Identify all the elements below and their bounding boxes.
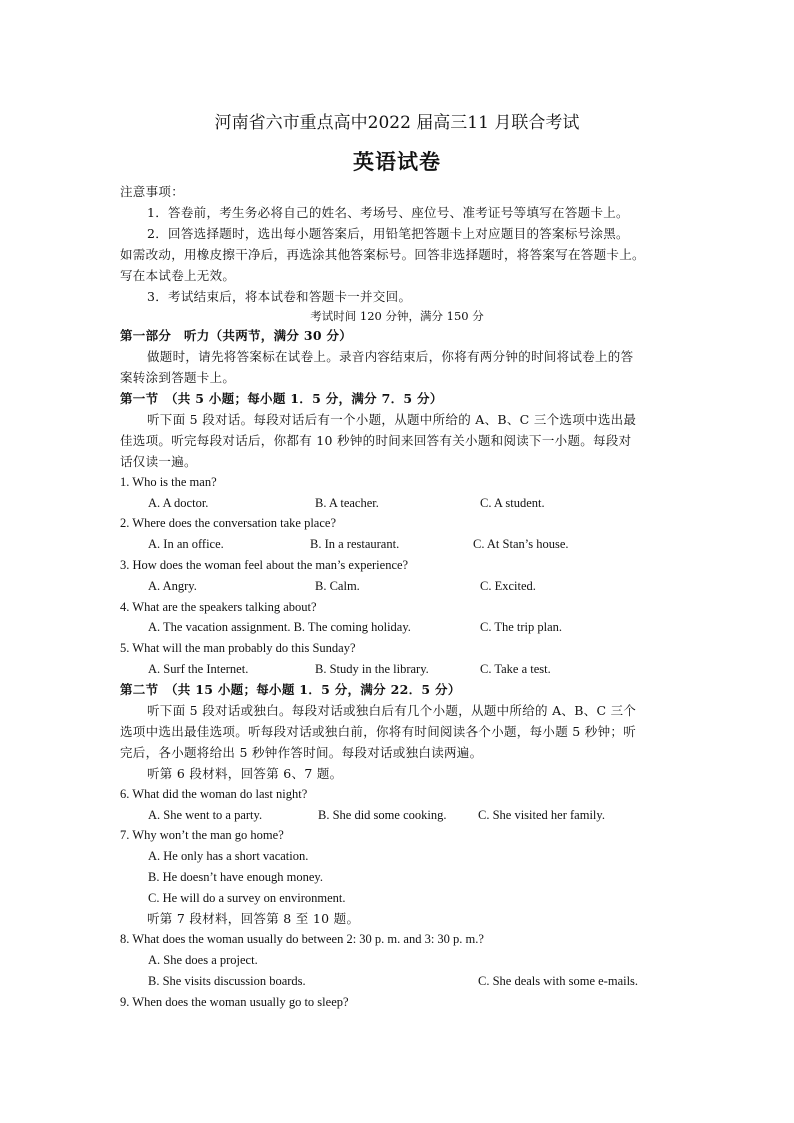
section1-intro-line-1: 听下面 5 段对话。每段对话后有一个小题，从题中所给的 A、B、C 三个选项中选出最 [147,412,637,427]
question-4-option-a-b[interactable]: A. The vacation assignment. B. The coming holiday. [148,620,411,634]
exam-time: 考试时间 120 分钟，满分 150 分 [310,309,484,323]
question-2-stem: 2. Where does the conversation take place? [120,516,336,530]
question-6-option-a[interactable]: A. She went to a party. [148,808,263,822]
question-3-stem: 3. How does the woman feel about the man’s experience? [120,558,409,572]
notice-item-2-line-2: 如需改动，用橡皮擦干净后，再选涂其他答案标号。回答非选择题时，将答案写在答题卡上。 [120,247,645,262]
part1-intro-line-1: 做题时，请先将答案标在试卷上。录音内容结束后，你将有两分钟的时间将试卷上的答 [147,349,634,364]
section2-heading: 第二节 （共 15 小题；每小题 1．5 分，满分 22．5 分） [120,682,461,697]
question-5-stem: 5. What will the man probably do this Sunday? [120,641,356,655]
question-8-option-a[interactable]: A. She does a project. [148,953,258,967]
section2-intro-line-2: 选项中选出最佳选项。听每段对话或独白前，你将有时间阅读各个小题，每小题 5 秒钟；听 [120,724,637,739]
question-8-option-b[interactable]: B. She visits discussion boards. [148,974,306,988]
question-7-stem: 7. Why won’t the man go home? [120,828,284,842]
exam-subtitle: 英语试卷 [353,149,441,174]
question-6-stem: 6. What did the woman do last night? [120,787,308,801]
question-7-option-c[interactable]: C. He will do a survey on environment. [148,891,346,905]
question-2-option-a[interactable]: A. In an office. [148,537,224,551]
question-5-option-c[interactable]: C. Take a test. [480,662,551,676]
section2-intro-line-3: 完后，各小题将给出 5 秒钟作答时间。每段对话或独白读两遍。 [120,745,483,760]
notice-item-3: 3．考试结束后，将本试卷和答题卡一并交回。 [147,289,412,304]
exam-title: 河南省六市重点高中2022 届高三11 月联合考试 [214,113,580,133]
question-9-stem: 9. When does the woman usually go to sleep? [120,995,349,1009]
question-7-option-a[interactable]: A. He only has a short vacation. [148,849,309,863]
part1-heading: 第一部分 听力（共两节，满分 30 分） [120,328,353,343]
question-1-option-c[interactable]: C. A student. [480,496,545,510]
notice-item-2-line-1: 2．回答选择题时，选出每小题答案后，用铅笔把答题卡上对应题目的答案标号涂黑。 [147,226,629,241]
question-4-option-c[interactable]: C. The trip plan. [480,620,563,634]
question-5-option-b[interactable]: B. Study in the library. [315,662,429,676]
question-8-option-c[interactable]: C. She deals with some e-mails. [478,974,639,988]
material-6-instruction: 听第 6 段材料，回答第 6、7 题。 [147,766,343,781]
notice-item-1: 1．答卷前，考生务必将自己的姓名、考场号、座位号、准考证号等填写在答题卡上。 [147,205,629,220]
question-1-option-a[interactable]: A. A doctor. [148,496,209,510]
question-2-option-c[interactable]: C. At Stan’s house. [473,537,569,551]
section1-intro-line-2: 佳选项。听完每段对话后，你都有 10 秒钟的时间来回答有关小题和阅读下一小题。每段对 [120,433,632,448]
question-3-option-a[interactable]: A. Angry. [148,579,197,593]
notice-item-2-line-3: 写在本试卷上无效。 [120,268,236,283]
question-3-option-c[interactable]: C. Excited. [480,579,536,593]
question-6-option-b[interactable]: B. She did some cooking. [318,808,447,822]
material-7-instruction: 听第 7 段材料，回答第 8 至 10 题。 [147,911,360,926]
question-5-option-a[interactable]: A. Surf the Internet. [148,662,249,676]
question-1-option-b[interactable]: B. A teacher. [315,496,379,510]
question-6-option-c[interactable]: C. She visited her family. [478,808,605,822]
section1-intro-line-3: 话仅读一遍。 [120,454,197,469]
question-3-option-b[interactable]: B. Calm. [315,579,360,593]
question-8-stem: 8. What does the woman usually do between 2: 30 p. m. and 3: 30 p. m.? [120,932,484,946]
question-2-option-b[interactable]: B. In a restaurant. [310,537,400,551]
part1-intro-line-2: 案转涂到答题卡上。 [120,370,236,385]
question-4-stem: 4. What are the speakers talking about? [120,600,317,614]
section2-intro-line-1: 听下面 5 段对话或独白。每段对话或独白后有几个小题，从题中所给的 A、B、C 三个 [147,703,637,718]
question-7-option-b[interactable]: B. He doesn’t have enough money. [148,870,323,884]
notice-heading: 注意事项： [120,184,185,199]
question-1-stem: 1. Who is the man? [120,475,217,489]
section1-heading: 第一节 （共 5 小题；每小题 1．5 分，满分 7．5 分） [120,391,443,406]
